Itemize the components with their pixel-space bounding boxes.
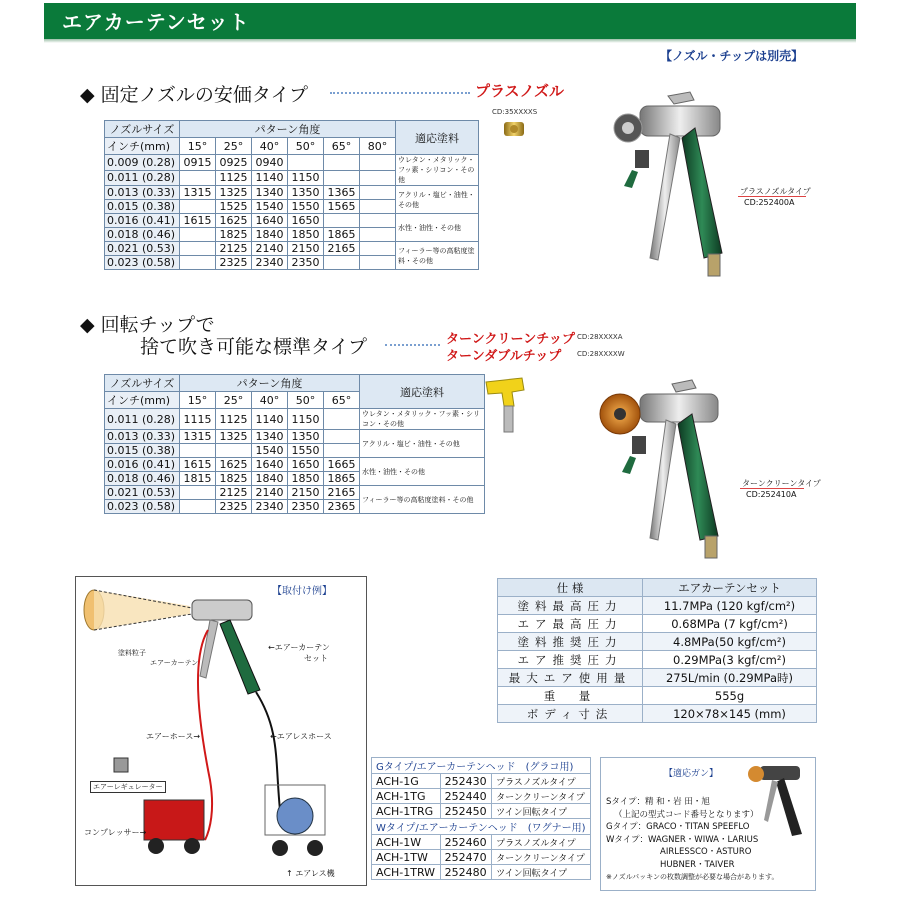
col-inch: インチ(mm) <box>105 138 180 155</box>
plus-nozzle-name: プラスノズル <box>475 82 564 100</box>
compatible-gun-line: ※ノズルパッキンの枚数調整が必要な場合があります。 <box>606 873 779 881</box>
nozzle-code-cell: 1350 <box>288 430 324 444</box>
nozzle-code-cell: 0940 <box>252 155 288 171</box>
nozzle-size-cell: 0.021 (0.53) <box>105 486 180 500</box>
header-shadow <box>44 39 856 43</box>
nozzle-size-cell: 0.018 (0.46) <box>105 228 180 242</box>
nozzle-code-cell: 1140 <box>252 170 288 186</box>
nozzle-size-cell: 0.013 (0.33) <box>105 430 180 444</box>
nozzle-code-cell: 1865 <box>324 228 360 242</box>
spec-value: 11.7MPa (120 kgf/cm²) <box>643 597 817 615</box>
paint-cell: 水性・油性・その他 <box>360 458 485 486</box>
nozzle-code-cell <box>324 444 360 458</box>
nozzle-size-cell: 0.013 (0.33) <box>105 186 180 200</box>
nozzle-code-cell: 1325 <box>216 430 252 444</box>
nozzle-size-cell: 0.015 (0.38) <box>105 200 180 214</box>
plus-nozzle-image <box>502 118 526 144</box>
nozzle-code-cell: 0915 <box>180 155 216 171</box>
section1-heading: ◆ 固定ノズルの安価タイプ <box>80 84 308 106</box>
spec-row <box>498 705 817 723</box>
model-type: ツイン回転タイプ <box>492 865 591 880</box>
nozzle-code-cell: 1150 <box>288 170 324 186</box>
spec-key: 最大エア使用量 <box>498 669 643 687</box>
nozzle-code-cell <box>324 256 360 270</box>
nozzle-code-cell: 2140 <box>252 242 288 256</box>
angle-cell: 40° <box>252 138 288 155</box>
nozzle-code-cell: 1665 <box>324 458 360 472</box>
nozzle-code-cell: 1115 <box>180 409 216 430</box>
nozzle-code-cell: 2150 <box>288 486 324 500</box>
paint-cell: ウレタン・メタリック・フッ素・シリコン・その他 <box>396 155 479 186</box>
nozzle-code-cell: 1540 <box>252 200 288 214</box>
nozzle-code-cell <box>180 256 216 270</box>
label-air-hose: エアーホース→ <box>146 732 201 741</box>
table-row <box>105 409 485 430</box>
label-paint-particles: 塗料粒子 <box>118 649 146 657</box>
g-type-header: Gタイプ/エアーカーテンヘッド (グラコ用) <box>372 758 591 774</box>
nozzle-code-cell: 2165 <box>324 486 360 500</box>
spec-value: 275L/min (0.29MPa時) <box>643 669 817 687</box>
table-row <box>105 186 479 200</box>
model-code: 252470 <box>440 850 491 865</box>
model-number: ACH-1W <box>372 835 441 850</box>
label-airless-hose: ←エアレスホース <box>270 732 332 741</box>
col-paint: 適応塗料 <box>396 121 479 155</box>
angle-cell: 80° <box>360 138 396 155</box>
nozzle-code-cell <box>360 200 396 214</box>
col-pattern: パターン角度 <box>180 375 360 392</box>
nozzle-code-cell: 1840 <box>252 228 288 242</box>
model-type: ターンクリーンタイプ <box>492 789 591 804</box>
nozzle-code-cell: 1140 <box>252 409 288 430</box>
turn-tip-image <box>484 376 544 440</box>
nozzle-code-cell <box>180 242 216 256</box>
nozzle-code-cell: 1540 <box>252 444 288 458</box>
nozzle-code-cell: 2325 <box>216 256 252 270</box>
nozzle-code-cell: 1625 <box>216 458 252 472</box>
gun1-code: CD:252400A <box>744 198 795 207</box>
nozzle-code-cell: 1125 <box>216 409 252 430</box>
compatible-guns-list <box>606 796 778 884</box>
nozzle-code-cell: 1825 <box>216 228 252 242</box>
section2-heading-line2: 捨て吹き可能な標準タイプ <box>140 336 368 358</box>
nozzle-code-cell <box>180 228 216 242</box>
gun1-label: プラスノズルタイプ <box>740 187 811 196</box>
paint-cell: アクリル・塩ビ・油性・その他 <box>396 186 479 214</box>
model-number: ACH-1TRG <box>372 804 441 819</box>
section1-leader <box>330 92 470 94</box>
model-code: 252480 <box>440 865 491 880</box>
section2-leader <box>385 344 440 346</box>
turn-clean-tip-name: ターンクリーンチップ <box>446 332 575 347</box>
nozzle-code-cell <box>360 214 396 228</box>
nozzle-code-cell: 2150 <box>288 242 324 256</box>
sold-separately-note: 【ノズル・チップは別売】 <box>660 49 804 63</box>
nozzle-code-cell: 2125 <box>216 242 252 256</box>
nozzle-code-cell: 1525 <box>216 200 252 214</box>
model-row <box>372 865 591 880</box>
w-type-header: Wタイプ/エアーカーテンヘッド (ワグナー用) <box>372 819 591 835</box>
nozzle-code-cell: 1625 <box>216 214 252 228</box>
nozzle-size-cell: 0.023 (0.58) <box>105 256 180 270</box>
nozzle-code-cell <box>180 486 216 500</box>
nozzle-code-cell <box>180 200 216 214</box>
nozzle-code-cell: 1825 <box>216 472 252 486</box>
compatible-gun-line: Gタイプ：GRACO・TITAN SPEEFLO <box>606 822 750 832</box>
col-pattern: パターン角度 <box>180 121 396 138</box>
compatible-gun-line: （上記の型式コード番号となります） <box>614 809 759 820</box>
plus-nozzle-code: CD:35XXXXS <box>492 108 538 116</box>
nozzle-code-cell: 1650 <box>288 458 324 472</box>
nozzle-code-cell: 2350 <box>288 256 324 270</box>
nozzle-code-cell: 1640 <box>252 214 288 228</box>
model-code: 252440 <box>440 789 491 804</box>
nozzle-size-cell: 0.016 (0.41) <box>105 214 180 228</box>
nozzle-code-cell: 1340 <box>252 430 288 444</box>
spec-table <box>497 578 817 723</box>
nozzle-code-cell <box>360 242 396 256</box>
paint-cell: 水性・油性・その他 <box>396 214 479 242</box>
model-row <box>372 774 591 789</box>
nozzle-code-cell: 1850 <box>288 472 324 486</box>
turn-double-tip-name: ターンダブルチップ <box>446 349 562 364</box>
angle-cell: 15° <box>180 138 216 155</box>
nozzle-code-cell: 1350 <box>288 186 324 200</box>
model-code: 252450 <box>440 804 491 819</box>
nozzle-code-cell: 1125 <box>216 170 252 186</box>
model-type: プラスノズルタイプ <box>492 774 591 789</box>
nozzle-code-cell <box>360 228 396 242</box>
spec-row <box>498 615 817 633</box>
angle-cell: 50° <box>288 138 324 155</box>
nozzle-size-cell: 0.016 (0.41) <box>105 458 180 472</box>
nozzle-size-cell: 0.021 (0.53) <box>105 242 180 256</box>
model-row <box>372 789 591 804</box>
gun2-label: ターンクリーンタイプ <box>742 479 821 488</box>
model-code: 252460 <box>440 835 491 850</box>
nozzle-code-cell <box>360 170 396 186</box>
gun1-label-line <box>738 196 806 197</box>
nozzle-code-cell: 0925 <box>216 155 252 171</box>
nozzle-code-cell: 1550 <box>288 200 324 214</box>
nozzle-code-cell: 2340 <box>252 256 288 270</box>
page-title: エアカーテンセット <box>62 10 250 34</box>
gun2-code: CD:252410A <box>746 490 797 499</box>
spec-key: ボディ寸法 <box>498 705 643 723</box>
spec-key: エア最高圧力 <box>498 615 643 633</box>
paint-cell: フィーラー等の高粘度塗料・その他 <box>396 242 479 270</box>
compatible-gun-line: AIRLESSCO・ASTURO <box>660 847 752 857</box>
spec-head-value: エアカーテンセット <box>643 579 817 597</box>
compatible-gun-line: Wタイプ：WAGNER・WIWA・LARIUS <box>606 834 759 845</box>
label-set1: ←エアーカーテン <box>268 643 330 652</box>
spec-row <box>498 687 817 705</box>
nozzle-code-cell: 1315 <box>180 186 216 200</box>
label-compressor: コンプレッサー→ <box>84 828 147 837</box>
turn-clean-tip-code: CD:28XXXXA <box>577 333 623 341</box>
spec-key: 塗料最高圧力 <box>498 597 643 615</box>
nozzle-code-cell: 1550 <box>288 444 324 458</box>
nozzle-size-cell: 0.011 (0.28) <box>105 170 180 186</box>
angle-cell: 65° <box>324 392 360 409</box>
col-size: ノズルサイズ <box>105 375 180 392</box>
nozzle-code-cell: 2340 <box>252 500 288 514</box>
nozzle-table-2 <box>104 374 485 514</box>
model-number: ACH-1TRW <box>372 865 441 880</box>
table-row <box>105 486 485 500</box>
nozzle-code-cell: 1565 <box>324 200 360 214</box>
nozzle-code-cell <box>180 500 216 514</box>
angle-cell: 50° <box>288 392 324 409</box>
spec-value: 0.68MPa (7 kgf/cm²) <box>643 615 817 633</box>
nozzle-code-cell: 2125 <box>216 486 252 500</box>
spec-key: 重 量 <box>498 687 643 705</box>
gun2-label-line <box>740 488 804 489</box>
model-code: 252430 <box>440 774 491 789</box>
model-number: ACH-1TW <box>372 850 441 865</box>
nozzle-code-cell: 1150 <box>288 409 324 430</box>
section2-heading-line1: ◆ 回転チップで <box>80 314 215 336</box>
nozzle-size-cell: 0.023 (0.58) <box>105 500 180 514</box>
spec-value: 555g <box>643 687 817 705</box>
nozzle-code-cell <box>324 170 360 186</box>
nozzle-code-cell: 2325 <box>216 500 252 514</box>
nozzle-code-cell <box>324 214 360 228</box>
table-row <box>105 430 485 444</box>
table-row <box>105 155 479 171</box>
nozzle-code-cell: 2365 <box>324 500 360 514</box>
nozzle-code-cell: 1325 <box>216 186 252 200</box>
nozzle-code-cell: 1840 <box>252 472 288 486</box>
label-regulator: エアーレギュレーター <box>90 781 166 793</box>
table-row <box>105 242 479 256</box>
model-row <box>372 850 591 865</box>
col-paint: 適応塗料 <box>360 375 485 409</box>
col-size: ノズルサイズ <box>105 121 180 138</box>
model-row <box>372 804 591 819</box>
nozzle-code-cell <box>288 155 324 171</box>
model-type: ターンクリーンタイプ <box>492 850 591 865</box>
compatible-gun-line: Sタイプ：精 和・岩 田・旭 <box>606 797 710 807</box>
nozzle-size-cell: 0.018 (0.46) <box>105 472 180 486</box>
nozzle-code-cell <box>180 170 216 186</box>
nozzle-code-cell: 1865 <box>324 472 360 486</box>
nozzle-code-cell <box>360 155 396 171</box>
table-row <box>105 458 485 472</box>
nozzle-size-cell: 0.011 (0.28) <box>105 409 180 430</box>
nozzle-size-cell: 0.009 (0.28) <box>105 155 180 171</box>
nozzle-code-cell: 1340 <box>252 186 288 200</box>
nozzle-table-1 <box>104 120 479 270</box>
nozzle-code-cell: 2165 <box>324 242 360 256</box>
angle-cell: 25° <box>216 138 252 155</box>
spec-value: 0.29MPa(3 kgf/cm²) <box>643 651 817 669</box>
model-number: ACH-1G <box>372 774 441 789</box>
nozzle-code-cell <box>324 409 360 430</box>
paint-cell: アクリル・塩ビ・油性・その他 <box>360 430 485 458</box>
nozzle-code-cell: 1815 <box>180 472 216 486</box>
table-row <box>105 214 479 228</box>
spec-row <box>498 633 817 651</box>
angle-cell: 65° <box>324 138 360 155</box>
label-air-curtain: エアーカーテン <box>150 659 199 667</box>
turn-double-tip-code: CD:28XXXXW <box>577 350 625 358</box>
nozzle-code-cell: 1650 <box>288 214 324 228</box>
nozzle-code-cell <box>216 444 252 458</box>
spec-value: 4.8MPa(50 kgf/cm²) <box>643 633 817 651</box>
model-number: ACH-1TG <box>372 789 441 804</box>
spec-row <box>498 651 817 669</box>
install-title: 【取付け例】 <box>272 586 332 597</box>
label-set2: セット <box>304 654 328 663</box>
nozzle-code-cell: 1615 <box>180 214 216 228</box>
nozzle-code-cell: 2140 <box>252 486 288 500</box>
nozzle-code-cell <box>360 186 396 200</box>
nozzle-code-cell <box>324 155 360 171</box>
angle-cell: 40° <box>252 392 288 409</box>
col-inch: インチ(mm) <box>105 392 180 409</box>
nozzle-code-cell: 2350 <box>288 500 324 514</box>
spray-gun-image <box>600 88 750 292</box>
spec-row <box>498 597 817 615</box>
spec-row <box>498 669 817 687</box>
nozzle-size-cell: 0.015 (0.38) <box>105 444 180 458</box>
angle-cell: 25° <box>216 392 252 409</box>
angle-cell: 15° <box>180 392 216 409</box>
nozzle-code-cell: 1640 <box>252 458 288 472</box>
paint-cell: ウレタン・メタリック・フッ素・シリコン・その他 <box>360 409 485 430</box>
label-airless-machine: ↑ エアレス機 <box>286 869 335 878</box>
spec-key: 塗料推奨圧力 <box>498 633 643 651</box>
nozzle-code-cell: 1315 <box>180 430 216 444</box>
nozzle-code-cell: 1850 <box>288 228 324 242</box>
nozzle-code-cell <box>180 444 216 458</box>
model-table <box>371 757 591 880</box>
compatible-guns-title: 【適応ガン】 <box>664 769 719 779</box>
nozzle-code-cell <box>324 430 360 444</box>
nozzle-code-cell <box>360 256 396 270</box>
spec-value: 120×78×145 (mm) <box>643 705 817 723</box>
model-row <box>372 835 591 850</box>
spec-head-key: 仕 様 <box>498 579 643 597</box>
paint-cell: フィーラー等の高粘度塗料・その他 <box>360 486 485 514</box>
model-type: プラスノズルタイプ <box>492 835 591 850</box>
compatible-gun-line: HUBNER・TAIVER <box>660 859 735 870</box>
spray-gun-turn-image <box>592 376 742 570</box>
nozzle-code-cell: 1615 <box>180 458 216 472</box>
nozzle-code-cell: 1365 <box>324 186 360 200</box>
model-type: ツイン回転タイプ <box>492 804 591 819</box>
spec-key: エア推奨圧力 <box>498 651 643 669</box>
